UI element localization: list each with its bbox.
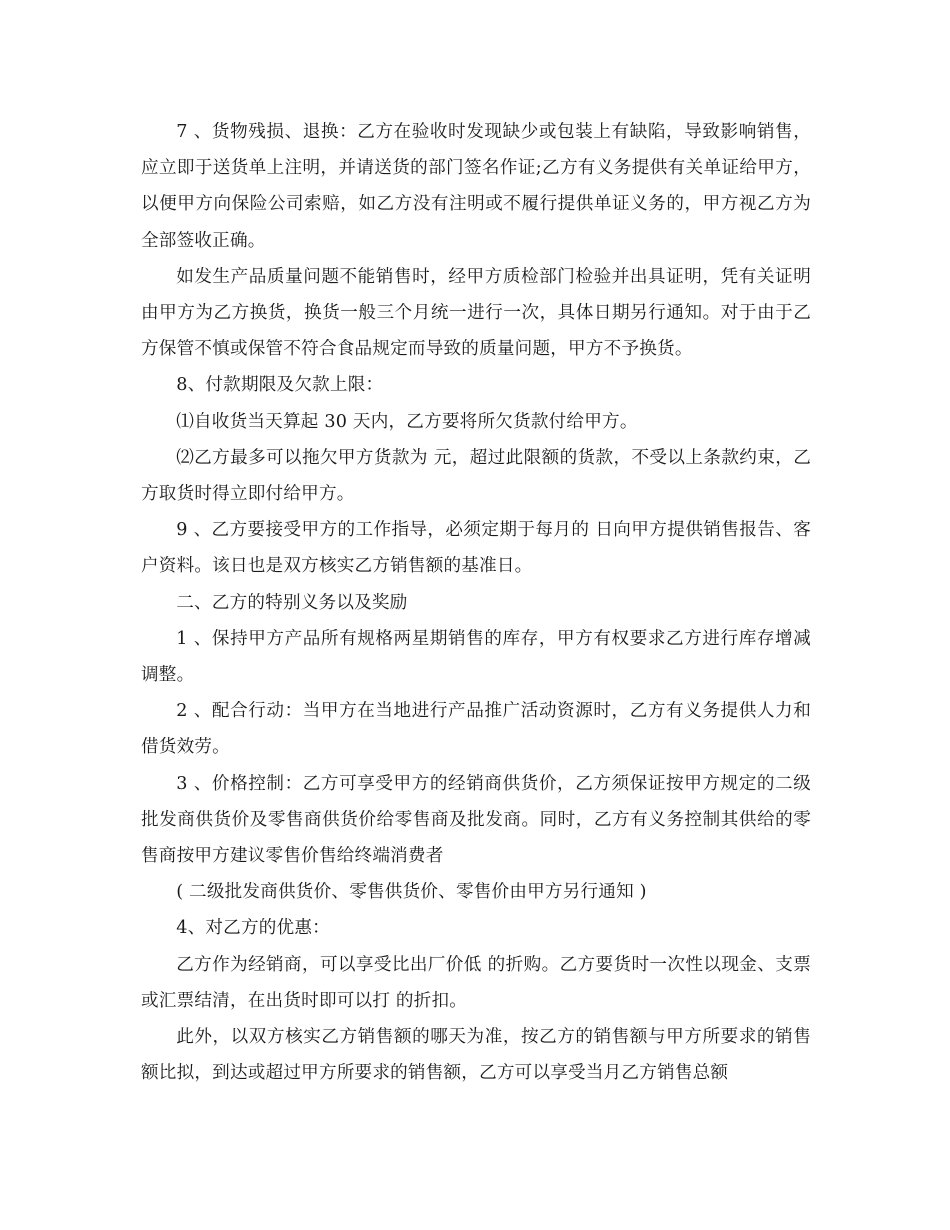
clause-8-item-2: ⑵乙方最多可以拖欠甲方货款为 元，超过此限额的货款，不受以上条款约束，乙方取货时得立即付给甲方。 <box>141 447 811 505</box>
section-2-item-4-discount-heading: 4、对乙方的优惠： <box>176 918 330 939</box>
sales-bonus-detail: 此外，以双方核实乙方销售额的哪天为准，按乙方的销售额与甲方所要求的销售额比拟，到达或超过甲方所要求的销售额，乙方可以享受当月乙方销售总额 <box>141 1027 811 1084</box>
clause-7-goods-damage-return: 7 、货物残损、退换：乙方在验收时发现缺少或包装上有缺陷，导致影响销售，应立即于送货单上注明，并请送货的部门签名作证;乙方有义务提供有关单证给甲方，以便甲方向保险公司索赔，如乙方没有注明或不履行提供单证义务的，甲方视乙方为全部签收正确。 <box>141 122 811 251</box>
quality-issue-exchange: 如发生产品质量问题不能销售时，经甲方质检部门检验并出具证明，凭有关证明由甲方为乙方换货，换货一般三个月统一进行一次，具体日期另行通知。对于由于乙方保管不慎或保管不符合食品规定而导致的质量问题，甲方不予换货。 <box>141 266 811 360</box>
clause-9-work-guidance: 9 、乙方要接受甲方的工作指导，必须定期于每月的 日向甲方提供销售报告、客户资料。该日也是双方核实乙方销售额的基准日。 <box>141 520 811 577</box>
section-2-heading: 二、乙方的特别义务以及奖励 <box>176 592 408 613</box>
section-2-item-1-inventory: 1 、保持甲方产品所有规格两星期销售的库存，甲方有权要求乙方进行库存增减调整。 <box>141 628 811 686</box>
document-page <box>141 114 811 1091</box>
price-note: ( 二级批发商供货价、零售供货价、零售价由甲方另行通知 ) <box>176 882 647 903</box>
discount-detail: 乙方作为经销商，可以享受比出厂价低 的折购。乙方要货时一次性以现金、支票或汇票结清，在出货时即可以打 的折扣。 <box>141 954 811 1011</box>
section-2-item-2-cooperation: 2 、配合行动：当甲方在当地进行产品推广活动资源时，乙方有义务提供人力和借货效劳。 <box>141 701 811 758</box>
clause-8-item-1: ⑴自收货当天算起 30 天内，乙方要将所欠货款付给甲方。 <box>176 411 638 432</box>
section-2-item-3-price-control: 3 、价格控制：乙方可享受甲方的经销商供货价，乙方须保证按甲方规定的二级批发商供货价及零售商供货价给零售商及批发商。同时，乙方有义务控制其供给的零售商按甲方建议零售价售给终端消费者 <box>141 773 811 867</box>
clause-8-payment-heading: 8、付款期限及欠款上限： <box>176 375 384 396</box>
